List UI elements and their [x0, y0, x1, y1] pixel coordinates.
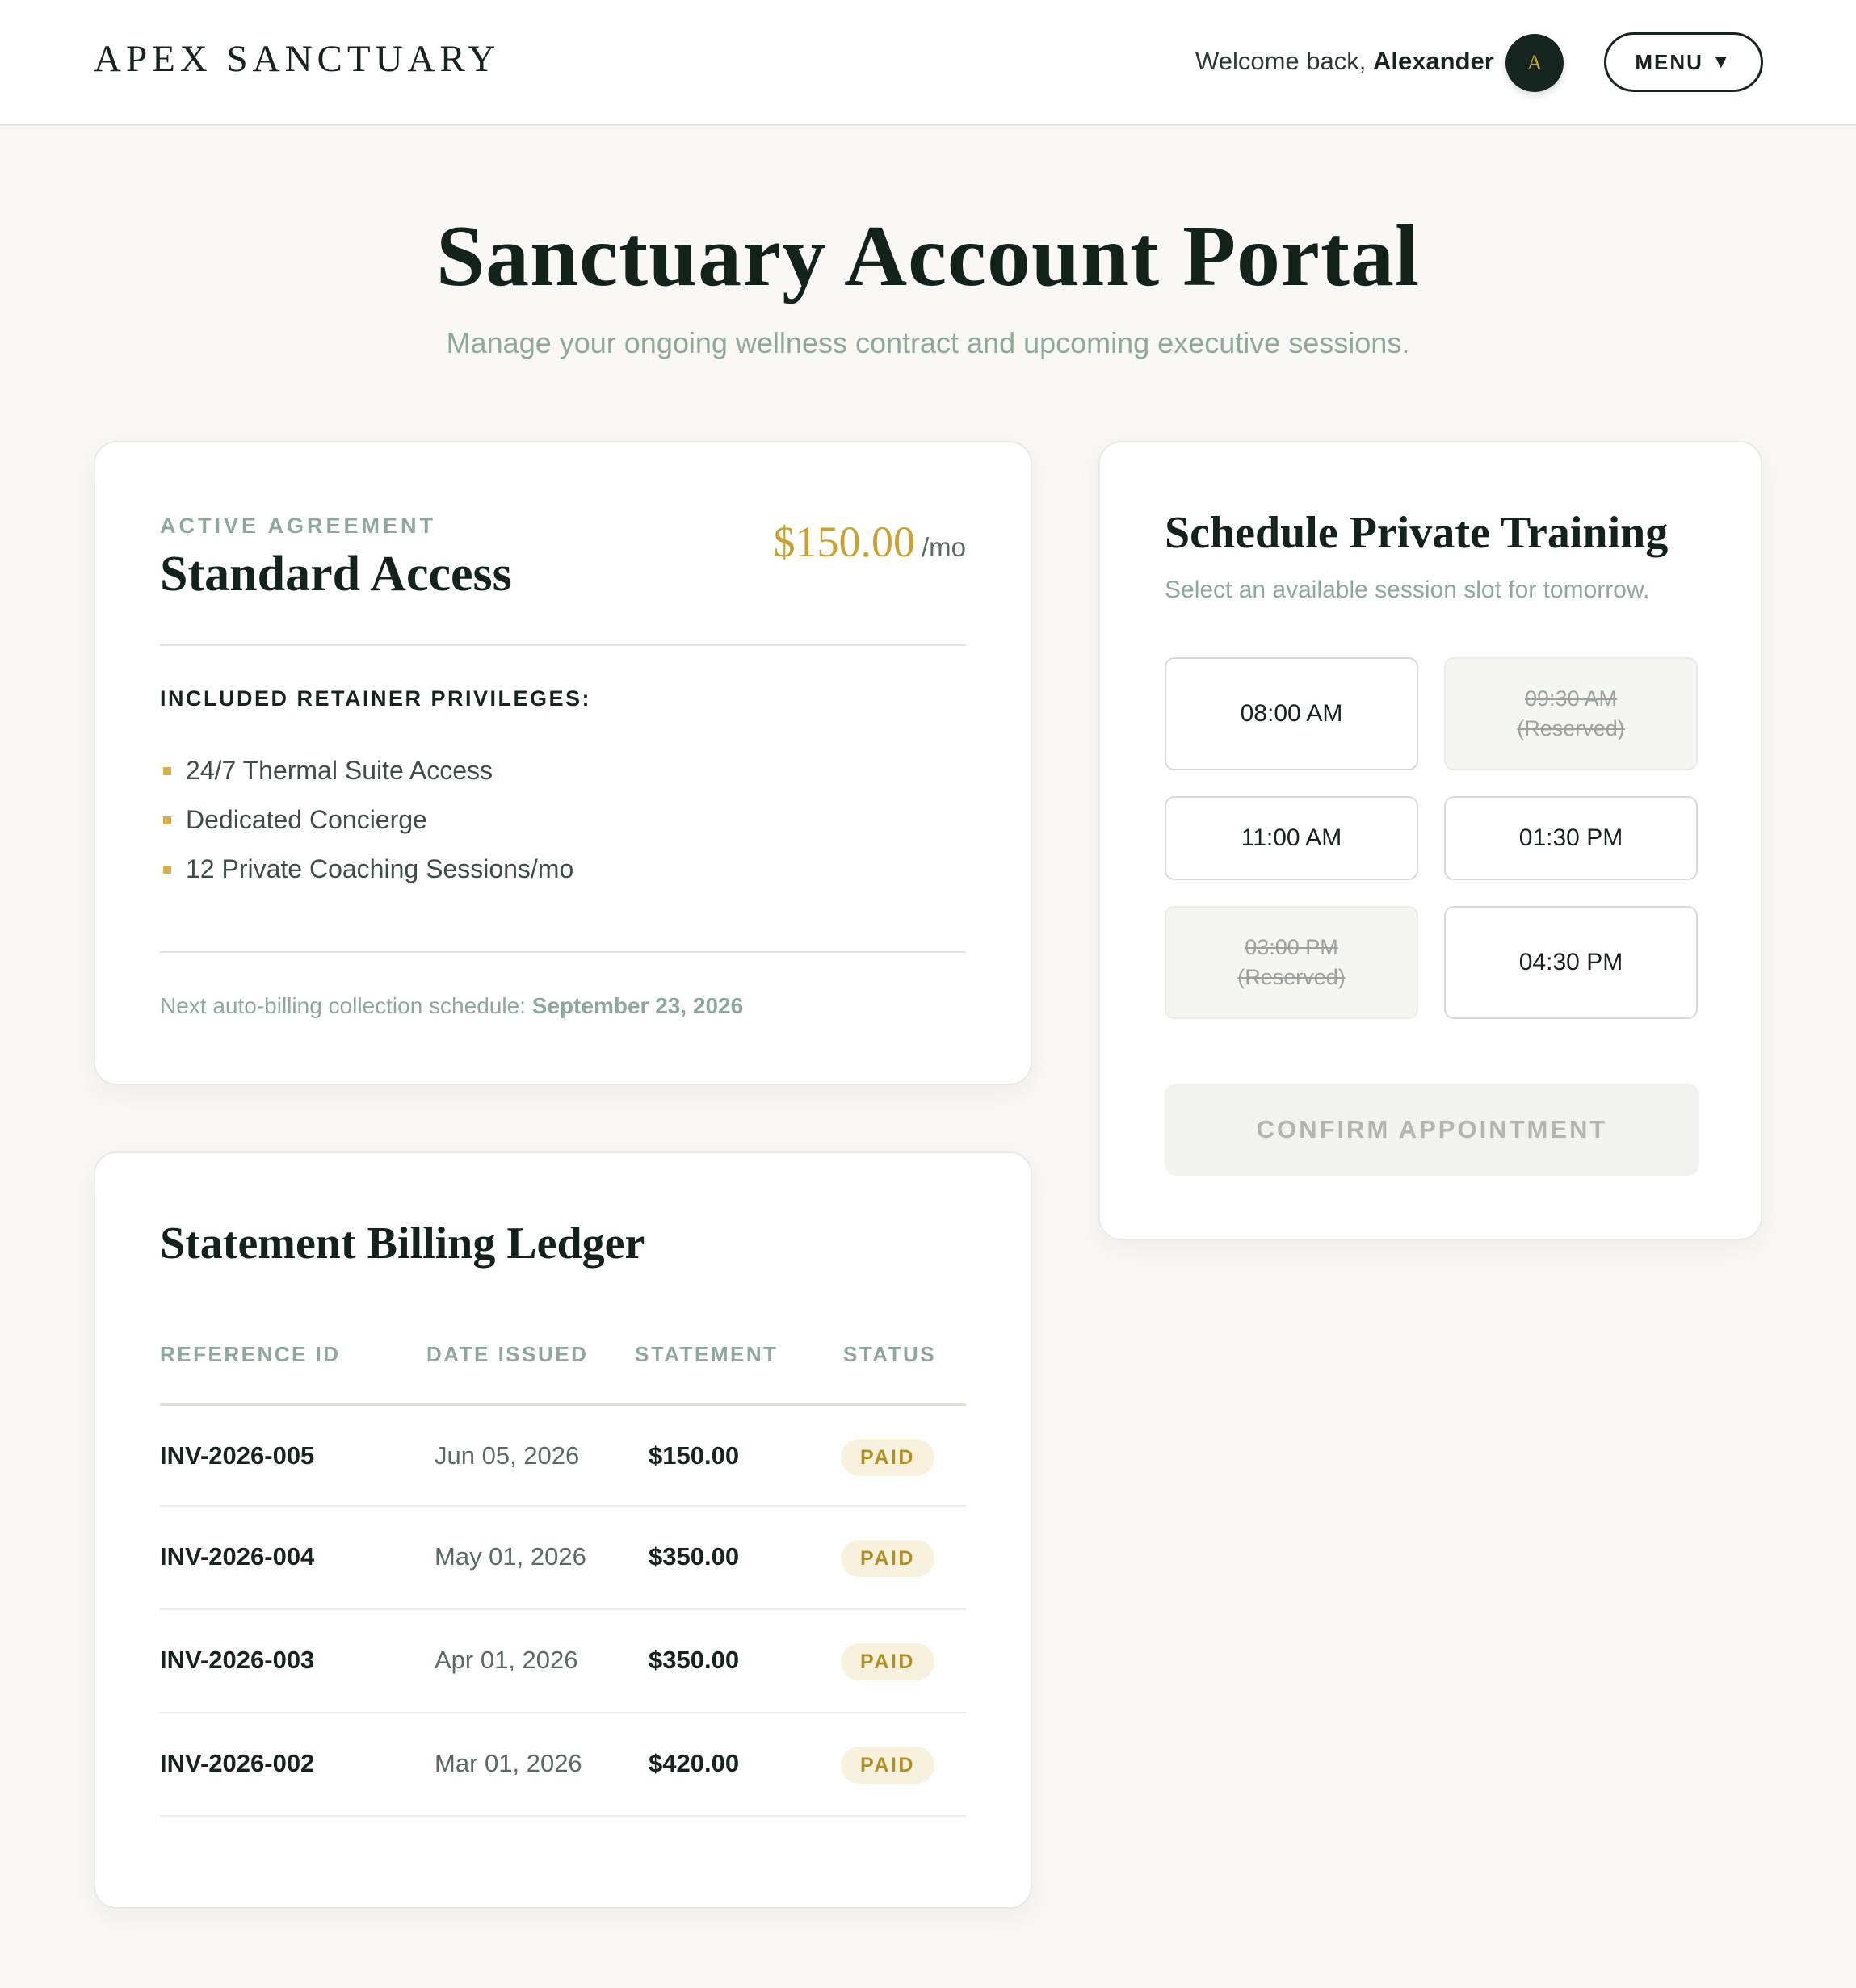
privilege-label: Dedicated Concierge — [186, 805, 427, 834]
column-header-statement: STATEMENT — [635, 1342, 779, 1366]
slot-time: 08:00 AM — [1240, 700, 1343, 727]
column-header-status: STATUS — [843, 1342, 937, 1366]
table-row[interactable] — [160, 1507, 966, 1610]
page-title: Sanctuary Account Portal — [436, 208, 1420, 304]
menu-label: MENU — [1635, 49, 1703, 74]
divider — [160, 644, 966, 646]
time-slot-1330[interactable] — [1444, 796, 1698, 880]
bullet-icon — [163, 816, 171, 824]
ledger-title: Statement Billing Ledger — [160, 1218, 645, 1269]
time-slot-1630[interactable] — [1444, 906, 1698, 1019]
date-issued: May 01, 2026 — [435, 1542, 586, 1571]
time-slot-0930-reserved — [1444, 657, 1698, 770]
privilege-label: 12 Private Coaching Sessions/mo — [186, 854, 574, 883]
top-navigation-bar — [0, 0, 1856, 126]
privilege-label: 24/7 Thermal Suite Access — [186, 756, 493, 785]
table-row[interactable] — [160, 1713, 966, 1817]
date-issued: Mar 01, 2026 — [435, 1749, 582, 1777]
divider — [160, 951, 966, 953]
date-issued: Jun 05, 2026 — [435, 1441, 580, 1470]
billing-note-label: Next auto-billing collection schedule: — [160, 993, 532, 1018]
table-row[interactable] — [160, 1403, 966, 1507]
next-billing-note — [160, 993, 743, 1019]
privileges-list — [160, 746, 573, 894]
time-slot-0800[interactable] — [1165, 657, 1418, 770]
brand-logo[interactable]: APEX SANCTUARY — [94, 38, 501, 80]
next-billing-date: September 23, 2026 — [531, 993, 744, 1018]
list-item — [160, 845, 573, 894]
page-subtitle: Manage your ongoing wellness contract and upcoming executive sessions. — [446, 326, 1410, 359]
date-issued: Apr 01, 2026 — [435, 1646, 578, 1674]
reference-id: INV-2026-005 — [160, 1441, 315, 1470]
agreement-eyebrow: ACTIVE AGREEMENT — [160, 514, 437, 538]
column-header-date: DATE ISSUED — [426, 1342, 589, 1366]
reference-id: INV-2026-003 — [160, 1646, 315, 1674]
bullet-icon — [163, 767, 171, 775]
reference-id: INV-2026-004 — [160, 1542, 315, 1571]
billing-ledger-card — [94, 1151, 1032, 1909]
list-item — [160, 746, 573, 795]
user-name: Alexander — [1372, 47, 1494, 75]
status-badge: PAID — [841, 1540, 934, 1577]
statement-amount: $350.00 — [649, 1646, 740, 1674]
list-item — [160, 795, 573, 845]
slot-time: 09:30 AM — [1524, 686, 1618, 711]
slot-time: 01:30 PM — [1518, 824, 1623, 851]
statement-amount: $150.00 — [649, 1441, 740, 1470]
column-header-reference: REFERENCE ID — [160, 1342, 341, 1366]
schedule-subtitle: Select an available session slot for tomorrow. — [1165, 577, 1650, 603]
slot-time: 04:30 PM — [1518, 949, 1623, 975]
statement-amount: $420.00 — [649, 1749, 740, 1777]
bullet-icon — [163, 866, 171, 874]
active-agreement-card — [94, 441, 1032, 1085]
avatar[interactable]: A — [1505, 34, 1564, 92]
welcome-label: Welcome back, — [1195, 47, 1373, 75]
schedule-title: Schedule Private Training — [1165, 508, 1669, 558]
price-period: /mo — [921, 532, 966, 562]
slot-note: (Reserved) — [1237, 965, 1346, 989]
schedule-training-card — [1098, 441, 1762, 1240]
slot-time: 11:00 AM — [1241, 824, 1342, 851]
welcome-message — [1195, 47, 1494, 76]
reference-id: INV-2026-002 — [160, 1749, 315, 1777]
statement-amount: $350.00 — [649, 1542, 740, 1571]
time-slot-1500-reserved — [1165, 906, 1418, 1019]
price-amount: $150.00 — [773, 518, 915, 566]
slot-time: 03:00 PM — [1245, 935, 1338, 959]
table-body — [160, 1403, 966, 1817]
status-badge: PAID — [841, 1643, 934, 1680]
menu-button[interactable] — [1604, 32, 1763, 92]
status-badge: PAID — [841, 1747, 934, 1784]
slot-note: (Reserved) — [1517, 716, 1625, 740]
table-header — [160, 1342, 966, 1400]
time-slot-1100[interactable] — [1165, 796, 1418, 880]
privileges-title: INCLUDED RETAINER PRIVILEGES: — [160, 686, 592, 711]
table-row[interactable] — [160, 1610, 966, 1713]
plan-name: Standard Access — [160, 547, 512, 602]
plan-price — [773, 517, 966, 567]
caret-down-icon: ▼ — [1711, 51, 1732, 73]
status-badge: PAID — [841, 1439, 934, 1476]
confirm-appointment-button[interactable]: CONFIRM APPOINTMENT — [1165, 1084, 1699, 1176]
